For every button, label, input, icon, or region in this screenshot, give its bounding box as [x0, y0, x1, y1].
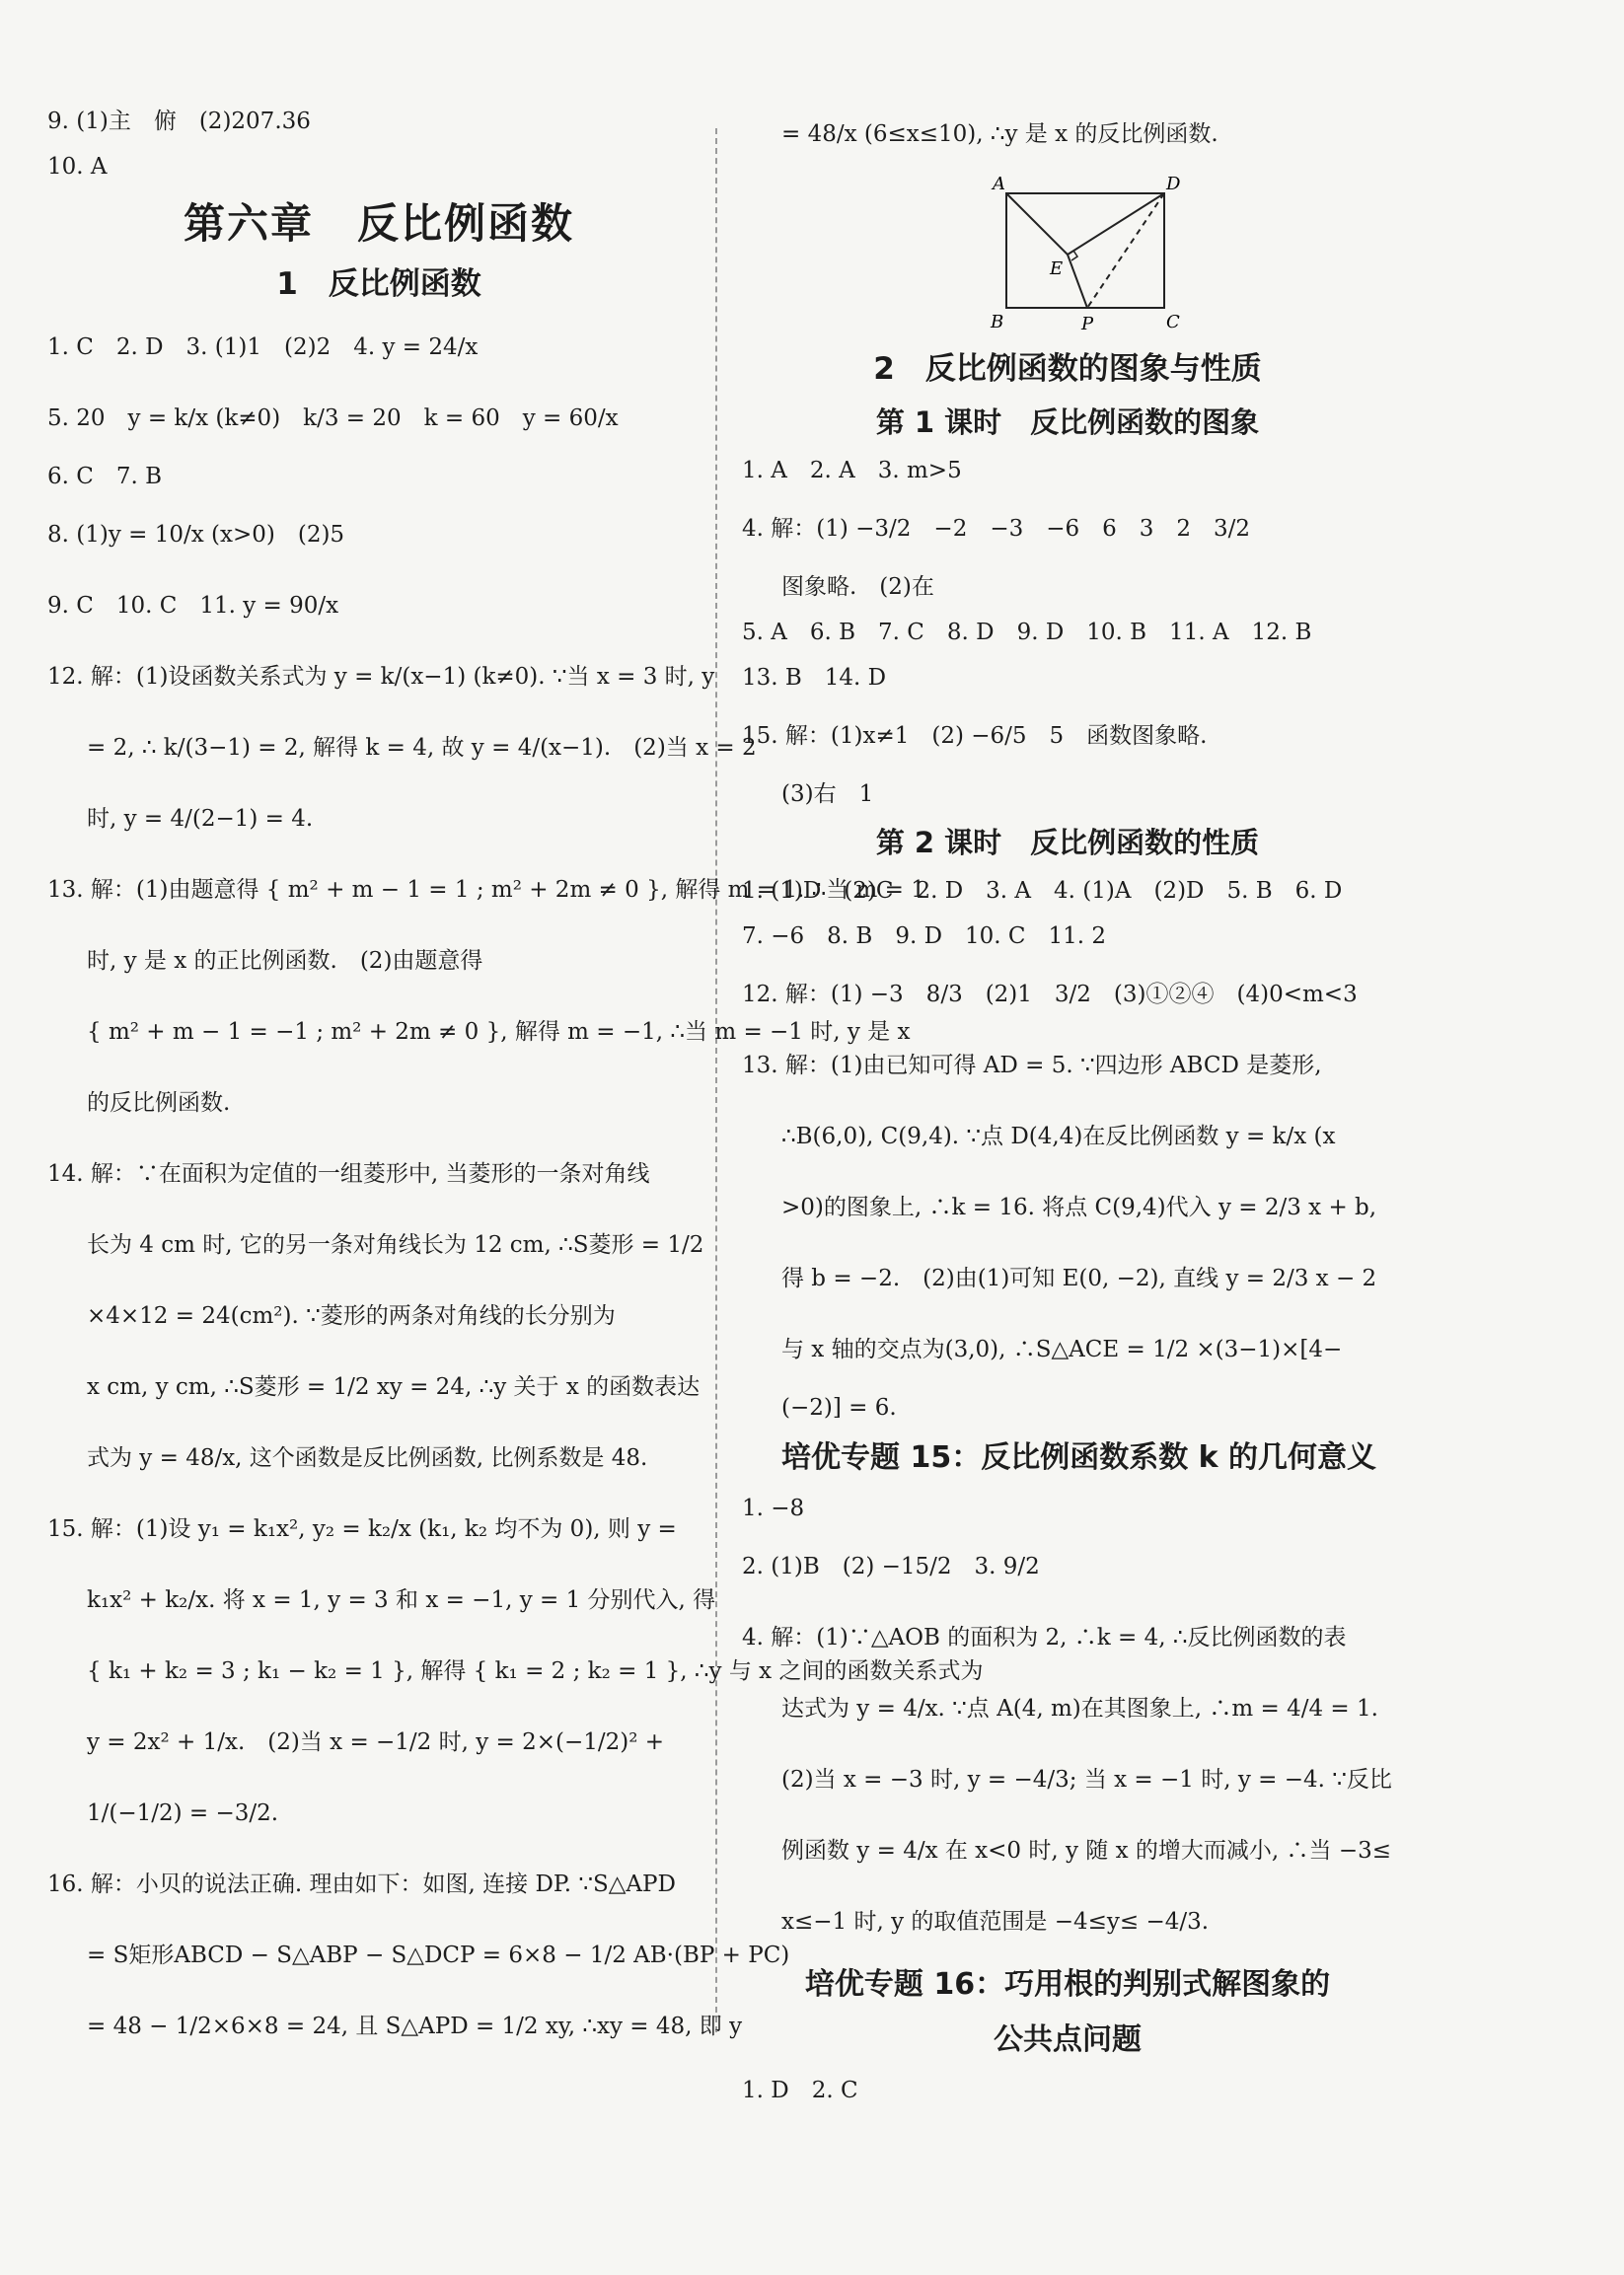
right-line: 培优专题 15：反比例函数系数 k 的几何意义 [781, 1440, 1377, 1475]
left-line: 9. C 10. C 11. y = 90/x [47, 593, 339, 619]
right-line: 得 b = −2. (2)由(1)可知 E(0, −2), 直线 y = 2/3 x − 2 [781, 1266, 1377, 1291]
left-line: = 48 − 1/2×6×8 = 24, 且 S△APD = 1/2 xy, ∴xy = 48, 即 y [87, 2014, 743, 2039]
label-c: C [1166, 312, 1180, 331]
left-line: 16. 解：小贝的说法正确. 理由如下：如图, 连接 DP. ∵S△APD [47, 1871, 676, 1897]
segment-dp-dashed [1087, 193, 1164, 308]
right-line: 1. −8 [742, 1496, 805, 1521]
right-line: (−2)] = 6. [781, 1395, 897, 1421]
left-line: 12. 解：(1)设函数关系式为 y = k/(x−1) (k≠0). ∵当 x = 3 时, y [47, 664, 715, 690]
segment-de [1068, 193, 1164, 255]
right-line: (2)当 x = −3 时, y = −4/3; 当 x = −1 时, y = −4. ∵反比 [781, 1767, 1392, 1793]
rectangle-abcd [1006, 193, 1164, 308]
left-line: 第六章 反比例函数 [183, 199, 574, 248]
left-line: { k₁ + k₂ = 3 ; k₁ − k₂ = 1 }, 解得 { k₁ = 2 ; k₂ = 1 }, ∴y 与 x 之间的函数关系式为 [87, 1658, 984, 1684]
right-line: 1. A 2. A 3. m>5 [742, 458, 962, 483]
label-a: A [993, 176, 1005, 194]
right-line: 1. D 2. C [742, 2078, 858, 2103]
right-line: 第 2 课时 反比例函数的性质 [875, 826, 1260, 859]
label-e: E [1050, 258, 1064, 279]
right-line: >0)的图象上, ∴k = 16. 将点 C(9,4)代入 y = 2/3 x + b, [781, 1195, 1377, 1220]
right-line: 2. (1)B (2) −15/2 3. 9/2 [742, 1554, 1040, 1579]
right-top-line: = 48/x (6≤x≤10), ∴y 是 x 的反比例函数. [781, 121, 1218, 147]
right-line: 15. 解：(1)x≠1 (2) −6/5 5 函数图象略. [742, 723, 1208, 749]
left-line: 9. (1)主 俯 (2)207.36 [47, 109, 311, 134]
right-line: ∴B(6,0), C(9,4). ∵点 D(4,4)在反比例函数 y = k/x (x [781, 1124, 1336, 1149]
right-line: 例函数 y = 4/x 在 x<0 时, y 随 x 的增大而减小, ∴当 −3≤ [781, 1838, 1391, 1864]
right-line: 4. 解：(1) −3/2 −2 −3 −6 6 3 2 3/2 [742, 516, 1251, 542]
left-line: k₁x² + k₂/x. 将 x = 1, y = 3 和 x = −1, y = 1 分别代入, 得 [87, 1587, 716, 1613]
right-line: 第 1 课时 反比例函数的图象 [875, 405, 1260, 439]
right-column [742, 99, 1393, 2113]
left-line: 1. C 2. D 3. (1)1 (2)2 4. y = 24/x [47, 334, 479, 360]
right-line: 公共点问题 [994, 2022, 1142, 2057]
right-line: 图象略. (2)在 [781, 574, 934, 600]
left-line: ×4×12 = 24(cm²). ∵菱形的两条对角线的长分别为 [87, 1303, 616, 1329]
left-line: 的反比例函数. [87, 1090, 231, 1116]
label-p: P [1081, 314, 1094, 331]
right-line: 5. A 6. B 7. C 8. D 9. D 10. B 11. A 12. B [742, 620, 1312, 645]
segment-ep [1068, 255, 1087, 308]
left-line: 14. 解：∵在面积为定值的一组菱形中, 当菱形的一条对角线 [47, 1161, 650, 1187]
left-line: 15. 解：(1)设 y₁ = k₁x², y₂ = k₂/x (k₁, k₂ 均不为 0), 则 y = [47, 1516, 677, 1542]
left-line: 5. 20 y = k/x (k≠0) k/3 = 20 k = 60 y = 60/x [47, 405, 619, 431]
right-line: (3)右 1 [781, 781, 874, 807]
right-line: 达式为 y = 4/x. ∵点 A(4, m)在其图象上, ∴m = 4/4 = 1. [781, 1696, 1378, 1722]
left-line: 时, y = 4/(2−1) = 4. [87, 806, 314, 832]
rectangle-figure [989, 176, 1186, 331]
right-line: 1. (1)D (2)C 2. D 3. A 4. (1)A (2)D 5. B 6. D [742, 878, 1343, 904]
left-line: 式为 y = 48/x, 这个函数是反比例函数, 比例系数是 48. [87, 1445, 648, 1471]
left-line: { m² + m − 1 = −1 ; m² + 2m ≠ 0 }, 解得 m = −1, ∴当 m = −1 时, y 是 x [87, 1019, 911, 1045]
left-line: x cm, y cm, ∴S菱形 = 1/2 xy = 24, ∴y 关于 x 的函数表达 [87, 1374, 701, 1400]
right-line: 13. B 14. D [742, 665, 887, 691]
column-divider [715, 128, 717, 2032]
left-line: 长为 4 cm 时, 它的另一条对角线长为 12 cm, ∴S菱形 = 1/2 [87, 1232, 704, 1258]
left-line: 6. C 7. B [47, 464, 163, 489]
left-line: 8. (1)y = 10/x (x>0) (2)5 [47, 522, 345, 548]
right-line: 12. 解：(1) −3 8/3 (2)1 3/2 (3)①②④ (4)0<m<3 [742, 982, 1358, 1007]
right-line: 7. −6 8. B 9. D 10. C 11. 2 [742, 923, 1107, 949]
right-line: 13. 解：(1)由已知可得 AD = 5. ∵四边形 ABCD 是菱形, [742, 1053, 1322, 1078]
label-d: D [1166, 176, 1181, 194]
left-line: 时, y 是 x 的正比例函数. (2)由题意得 [87, 948, 483, 974]
left-line: = 2, ∴ k/(3−1) = 2, 解得 k = 4, 故 y = 4/(x−1). (2)当 x = 2 [87, 735, 757, 761]
label-b: B [991, 312, 1004, 331]
left-line: 10. A [47, 154, 108, 180]
right-line: 4. 解：(1)∵△AOB 的面积为 2, ∴k = 4, ∴反比例函数的表 [742, 1625, 1347, 1651]
left-line: 1/(−1/2) = −3/2. [87, 1800, 279, 1826]
right-line: 与 x 轴的交点为(3,0), ∴S△ACE = 1/2 ×(3−1)×[4− [781, 1337, 1343, 1362]
left-line: y = 2x² + 1/x. (2)当 x = −1/2 时, y = 2×(−1/2)² + [87, 1729, 665, 1755]
right-line: 培优专题 16：巧用根的判别式解图象的 [804, 1967, 1331, 2002]
right-line: x≤−1 时, y 的取值范围是 −4≤y≤ −4/3. [781, 1909, 1210, 1935]
left-line: 1 反比例函数 [276, 266, 481, 302]
segment-ae [1006, 193, 1068, 255]
right-line: 2 反比例函数的图象与性质 [873, 351, 1262, 387]
left-line: 13. 解：(1)由题意得 { m² + m − 1 = 1 ; m² + 2m ≠ 0 }, 解得 m = 1. ∴当 m = 1 [47, 877, 925, 903]
left-line: = S矩形ABCD − S△ABP − S△DCP = 6×8 − 1/2 AB·(BP + PC) [87, 1943, 790, 1968]
